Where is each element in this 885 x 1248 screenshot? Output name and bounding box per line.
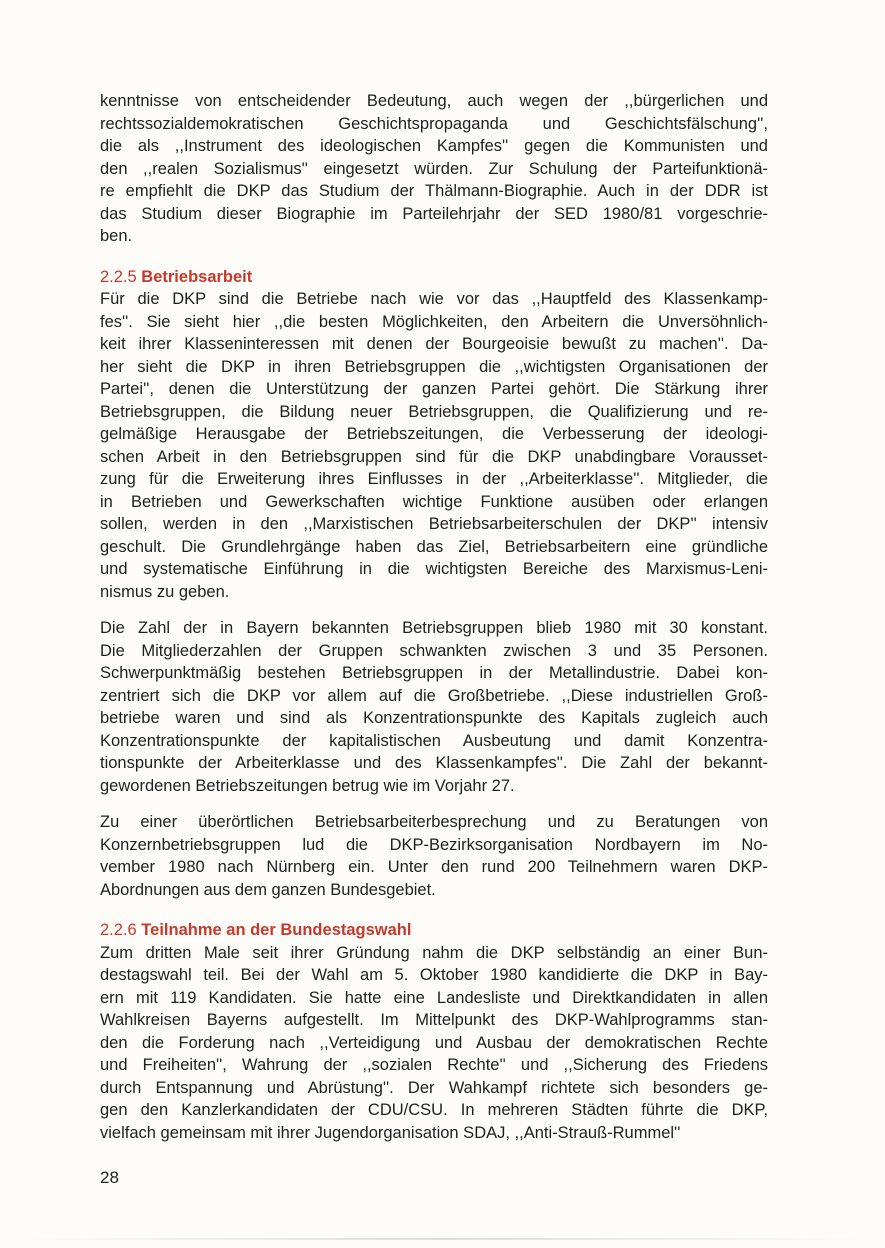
- text-line: und systematische Einführung in die wichtigsten Bereiche des Marxismus-Leni-: [100, 560, 768, 578]
- text-line: vielfach gemeinsam mit ihrer Jugendorganisation SDAJ, ,,Anti-Strauß-Rummel'': [100, 1123, 681, 1142]
- text-line: schen Arbeit in den Betriebsgruppen sind für die DKP unabdingbare Vorausset-: [100, 447, 768, 466]
- text-line: rechtssozialdemokratischen Geschichtspropaganda und Geschichtsfälschung'',: [100, 114, 768, 133]
- text-line: sollen, werden in den ,,Marxistischen Betriebsarbeiterschulen der DKP'' intensiv: [100, 515, 768, 533]
- text-line: Schwerpunktmäßig bestehen Betriebsgruppen in der Metallindustrie. Dabei kon-: [100, 664, 768, 682]
- text-line: Für die DKP sind die Betriebe nach wie vor das ,,Hauptfeld des Klassenkamp-: [100, 290, 768, 308]
- paragraph-4: [100, 811, 768, 901]
- section-heading-2-2-6: [100, 919, 768, 942]
- text-line: die als ,,Instrument des ideologischen Kampfes'' gegen die Kommunisten und: [100, 137, 768, 155]
- text-line: den die Forderung nach ,,Verteidigung und Ausbau der demokratischen Rechte: [100, 1033, 768, 1052]
- text-line: gewordenen Betriebszeitungen betrug wie im Vorjahr 27.: [100, 776, 515, 795]
- paragraph-5: [100, 942, 768, 1145]
- text-line: Abordnungen aus dem ganzen Bundesgebiet.: [100, 880, 436, 899]
- text-line: Partei'', denen die Unterstützung der ganzen Partei gehört. Die Stärkung ihrer: [100, 380, 768, 398]
- text-line: zung für die Erweiterung ihres Einflusses in der ,,Arbeiterklasse''. Mitglieder, die: [100, 470, 768, 488]
- text-line: Betriebsgruppen, die Bildung neuer Betriebsgruppen, die Qualifizierung und re-: [100, 402, 768, 421]
- text-line: re empfiehlt die DKP das Studium der Thälmann-Biographie. Auch in der DDR ist: [100, 182, 768, 200]
- text-line: Wahlkreisen Bayerns aufgestellt. Im Mittelpunkt des DKP-Wahlprogramms stan-: [100, 1011, 768, 1029]
- section-heading-2-2-5: [100, 266, 768, 289]
- page-body: [100, 90, 768, 1144]
- text-line: nismus zu geben.: [100, 582, 230, 601]
- text-line: ben.: [100, 227, 133, 245]
- text-line: in Betrieben und Gewerkschaften wichtige Funktione ausüben oder erlangen: [100, 492, 768, 511]
- section-title: Teilnahme an der Bundestagswahl: [141, 921, 412, 939]
- text-line: ern mit 119 Kandidaten. Sie hatte eine Landesliste und Direktkandidaten in allen: [100, 988, 768, 1007]
- text-line: Konzernbetriebsgruppen lud die DKP-Bezirksorganisation Nordbayern im No-: [100, 835, 768, 854]
- text-line: den ,,realen Sozialismus'' eingesetzt würden. Zur Schulung der Parteifunktionä-: [100, 159, 768, 178]
- page-edge: [20, 1238, 865, 1240]
- text-line: keit ihrer Klasseninteressen mit denen der Bourgeoisie bewußt zu machen''. Da-: [100, 335, 768, 353]
- page-number: 28: [100, 1168, 119, 1187]
- paragraph-3: [100, 617, 768, 797]
- text-line: und Freiheiten'', Wahrung der ,,sozialen Rechte'' und ,,Sicherung des Friedens: [100, 1056, 768, 1074]
- text-line: gelmäßige Herausgabe der Betriebszeitungen, die Verbesserung der ideologi-: [100, 425, 768, 443]
- text-line: betriebe waren und sind als Konzentrationspunkte des Kapitals zugleich auch: [100, 709, 768, 727]
- paragraph-2: [100, 288, 768, 603]
- text-line: das Studium dieser Biographie im Parteilehrjahr der SED 1980/81 vorgeschrie-: [100, 204, 768, 223]
- text-line: durch Entspannung und Abrüstung''. Der Wahkampf richtete sich besonders ge-: [100, 1078, 768, 1097]
- text-line: zentriert sich die DKP vor allem auf die Großbetriebe. ,,Diese industriellen Groß-: [100, 686, 768, 705]
- section-title: Betriebsarbeit: [141, 267, 253, 286]
- section-number: 2.2.6: [100, 921, 137, 939]
- paragraph-1: [100, 90, 768, 248]
- text-line: Die Mitgliederzahlen der Gruppen schwankten zwischen 3 und 35 Personen.: [100, 641, 768, 660]
- text-line: geschult. Die Grundlehrgänge haben das Ziel, Betriebsarbeitern eine gründliche: [100, 537, 768, 556]
- text-line: her sieht die DKP in ihren Betriebsgruppen die ,,wichtigsten Organisationen der: [100, 357, 768, 376]
- text-line: fes''. Sie sieht hier ,,die besten Möglichkeiten, den Arbeitern die Unversöhnlich-: [100, 312, 768, 331]
- text-line: vember 1980 nach Nürnberg ein. Unter den rund 200 Teilnehmern waren DKP-: [100, 858, 768, 876]
- text-line: tionspunkte der Arbeiterklasse und des Klassenkampfes''. Die Zahl der bekannt-: [100, 754, 768, 772]
- text-line: Zu einer überörtlichen Betriebsarbeiterbesprechung und zu Beratungen von: [100, 813, 768, 831]
- text-line: Konzentrationspunkte der kapitalistischen Ausbeutung und damit Konzentra-: [100, 731, 768, 750]
- text-line: Zum dritten Male seit ihrer Gründung nahm die DKP selbständig an einer Bun-: [100, 943, 768, 962]
- section-number: 2.2.5: [100, 267, 137, 286]
- text-line: destagswahl teil. Bei der Wahl am 5. Oktober 1980 kandidierte die DKP in Bay-: [100, 966, 768, 984]
- text-line: kenntnisse von entscheidender Bedeutung, auch wegen der ,,bürgerlichen und: [100, 92, 768, 110]
- text-line: gen den Kanzlerkandidaten der CDU/CSU. In mehreren Städten führte die DKP,: [100, 1101, 768, 1119]
- text-line: Die Zahl der in Bayern bekannten Betriebsgruppen blieb 1980 mit 30 konstant.: [100, 619, 768, 637]
